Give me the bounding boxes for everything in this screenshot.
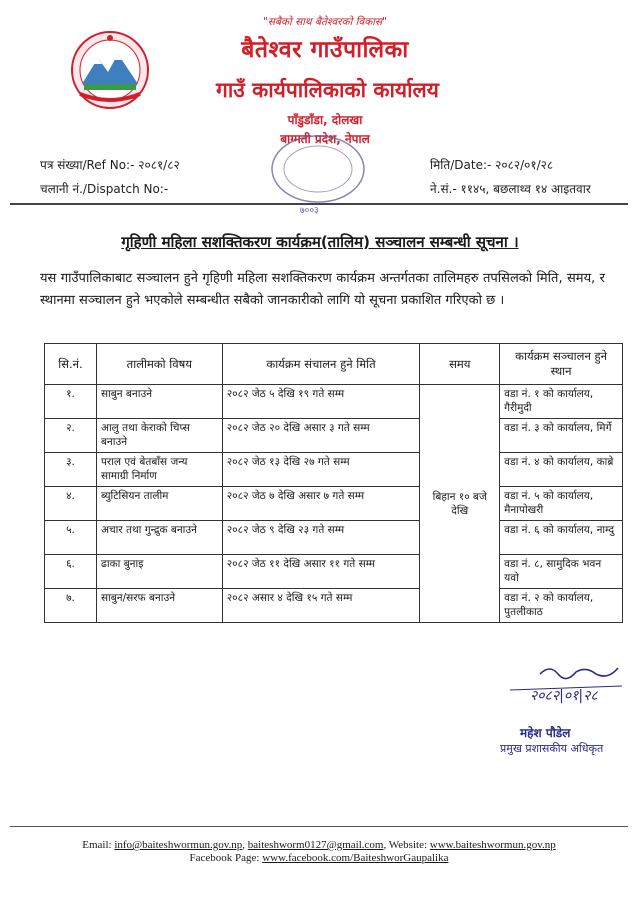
row-venue: वडा नं. १ को कार्यालय, गैरीमुदी	[500, 385, 623, 419]
row-date: २०८२ असार ४ देखि १५ गते सम्म	[222, 589, 420, 623]
header-subject: तालीमको विषय	[96, 344, 222, 385]
notice-subject: गृहिणी महिला सशक्तिकरण कार्यक्रम(तालिम) सञ्चालन सम्बन्धी सूचना ।	[121, 233, 519, 251]
table-row	[45, 589, 623, 623]
row-subject: अचार तथा गुन्द्रुक बनाउने	[96, 521, 222, 555]
website-link[interactable]: www.baiteshwormun.gov.np	[429, 839, 556, 851]
header-date: कार्यक्रम संचालन हुने मिति	[222, 344, 420, 385]
table-header-row	[45, 344, 623, 385]
slogan: "सबैको साथ बैतेश्वरको विकास"	[263, 16, 387, 28]
address-line2: बाग्मती प्रदेश, नेपाल	[280, 132, 370, 146]
municipality-emblem	[60, 28, 160, 112]
header-serial: सि.नं.	[45, 344, 97, 385]
ref-number: पत्र संख्या/Ref No:- २०८१/८२	[40, 158, 180, 172]
row-venue: वडा नं. ६ को कार्यालय, नाम्दु	[500, 521, 623, 555]
training-schedule-table	[44, 343, 623, 623]
email-link-2[interactable]: baiteshworm0127@gmail.com	[247, 839, 384, 851]
table-row	[45, 453, 623, 487]
row-subject: पराल एवं बेतबाँस जन्य सामाग्री निर्माण	[96, 453, 222, 487]
footer-contact: Email: info@baiteshwormun.gov.np, baiteshworm0127@gmail.com, Website: www.baiteshwormun.gov.np	[82, 839, 556, 851]
row-venue: वडा नं. ३ को कार्यालय, मिर्गे	[500, 419, 623, 453]
header-time: समय	[420, 344, 500, 385]
table-row	[45, 419, 623, 453]
header-venue: कार्यक्रम सञ्चालन हुने स्थान	[500, 344, 623, 385]
letter-date: मिति/Date:- २०८२/०१/२८	[430, 158, 554, 172]
row-date: २०८२ जेठ ११ देखि असार ११ गते सम्म	[222, 555, 420, 589]
row-subject: ढाका बुनाइ	[96, 555, 222, 589]
row-date: २०८२ जेठ १३ देखि २७ गते सम्म	[222, 453, 420, 487]
row-serial: ५.	[45, 521, 97, 555]
stamp-number: ७००३	[300, 206, 319, 216]
row-venue: वडा नं. ५ को कार्यालय, मैनापोखरी	[500, 487, 623, 521]
signatory-title: प्रमुख प्रशासकीय अधिकृत	[500, 742, 604, 755]
row-subject: साबुन/सरफ बनाउने	[96, 589, 222, 623]
table-row	[45, 487, 623, 521]
footer-facebook	[0, 852, 638, 864]
office-subtitle: गाउँ कार्यपालिकाको कार्यालय	[216, 78, 439, 102]
row-serial: ३.	[45, 453, 97, 487]
table-row	[45, 555, 623, 589]
email-label: Email:	[82, 839, 112, 851]
row-subject: आलु तथा केराको चिप्स बनाउने	[96, 419, 222, 453]
row-venue: वडा नं. ८, सामुदिक भवन यवो	[500, 555, 623, 589]
table-row	[45, 521, 623, 555]
row-serial: १.	[45, 385, 97, 419]
row-serial: ६.	[45, 555, 97, 589]
row-date: २०८२ जेठ ७ देखि असार ७ गते सम्म	[222, 487, 420, 521]
row-serial: ७.	[45, 589, 97, 623]
row-serial: २.	[45, 419, 97, 453]
signatory-name: महेश पौडेल	[520, 726, 571, 740]
dispatch-number: चलानी नं./Dispatch No:-	[40, 182, 169, 196]
row-date: २०८२ जेठ ९ देखि २३ गते सम्म	[222, 521, 420, 555]
row-time: बिहान १० बजे देखि	[420, 385, 500, 623]
row-venue: वडा नं. ४ को कार्यालय, काब्रे	[500, 453, 623, 487]
footer-divider	[10, 826, 628, 827]
row-subject: ब्युटिसियन तालीम	[96, 487, 222, 521]
header-divider	[10, 203, 628, 205]
row-serial: ४.	[45, 487, 97, 521]
office-name: बैतेश्वर गाउँपालिका	[241, 37, 409, 63]
table-row	[45, 385, 623, 419]
row-venue: वडा नं. २ को कार्यालय, पुतलीकाठ	[500, 589, 623, 623]
row-date: २०८२ जेठ २० देखि असार ३ गते सम्म	[222, 419, 420, 453]
address-line1: पाँडुडाँडा, दोलखा	[287, 113, 363, 127]
facebook-label: Facebook Page:	[189, 852, 260, 864]
email-link-1[interactable]: info@baiteshwormun.gov.np	[114, 839, 243, 851]
row-date: २०८२ जेठ ५ देखि १९ गते सम्म	[222, 385, 420, 419]
notice-body: यस गाउँपालिकाबाट सञ्चालन हुने गृहिणी महिला सशक्तिकरण कार्यक्रम अन्तर्गतका तालिमहरु तपसिलको मिति, समय, र स्थानमा सञ्चालन हुने भएकोले सम्बन्धीत सबैको जानकारीको लागि यो सूचना प्रकाशित गरिएको छ ।	[40, 271, 605, 308]
row-subject: साबुन बनाउने	[96, 385, 222, 419]
nepal-sambat-date: ने.सं.- ११४५, बछलाथ्व १४ आइतवार	[430, 182, 591, 196]
facebook-link[interactable]: www.facebook.com/BaiteshworGaupalika	[262, 852, 449, 864]
signature-date: २०८२|०१|२८	[530, 688, 598, 704]
office-stamp	[268, 132, 368, 206]
website-label: Website:	[388, 839, 428, 851]
